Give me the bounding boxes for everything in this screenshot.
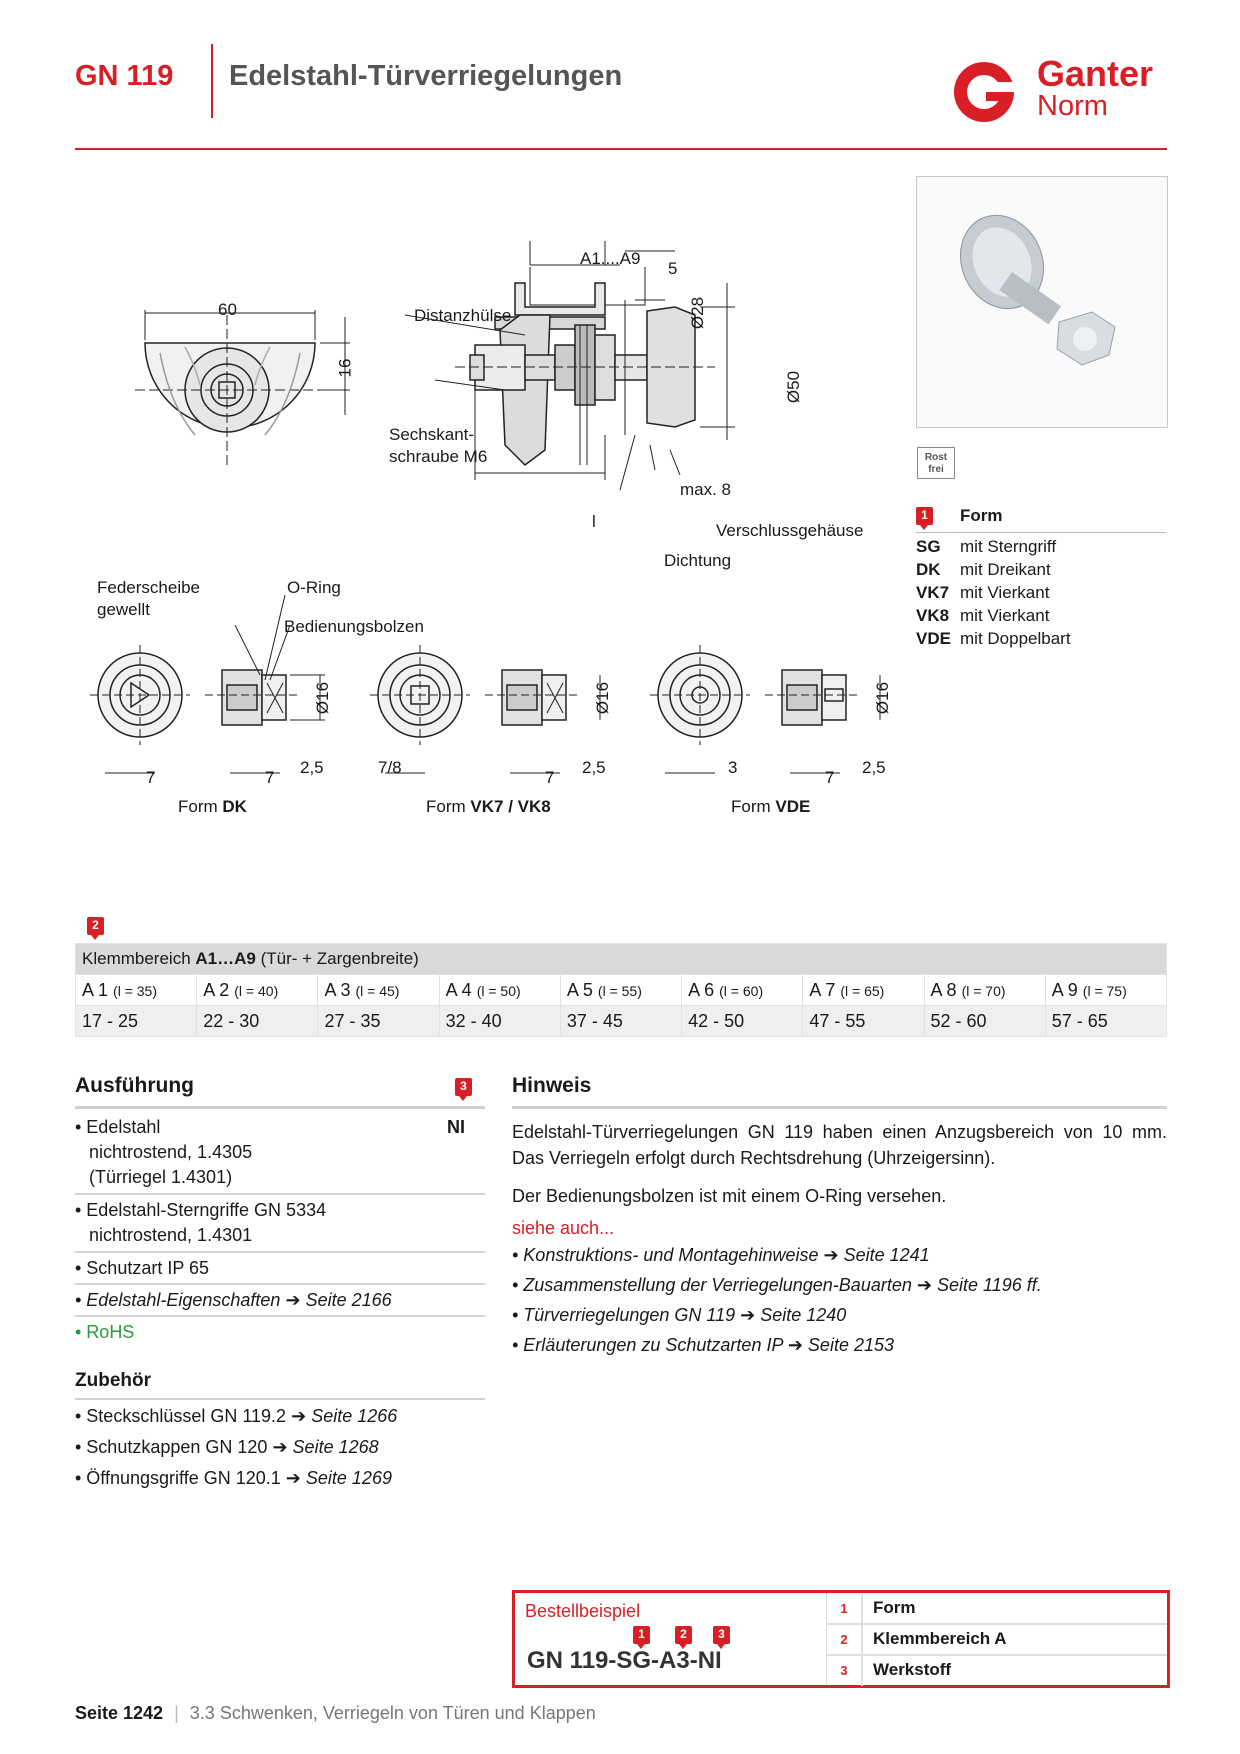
- zubehoer-item-oeffnungsgriffe[interactable]: • Öffnungsgriffe GN 120.1 ➔ Seite 1269: [75, 1468, 392, 1488]
- dim-5: 5: [668, 259, 678, 278]
- form-table-rule: [916, 532, 1166, 533]
- hinweis-rule: [512, 1106, 1167, 1109]
- arrow-right-icon: ➔: [787, 1335, 803, 1355]
- arrow-right-icon: ➔: [916, 1275, 932, 1295]
- dim-28: Ø28: [688, 296, 708, 330]
- dim-25-dk: 2,5: [300, 758, 324, 777]
- dim-l: l: [592, 512, 596, 531]
- divider: [75, 1315, 485, 1317]
- arrow-right-icon: ➔: [291, 1406, 307, 1426]
- label-gewellt: gewellt: [97, 600, 150, 619]
- badge-1: 1: [916, 506, 933, 525]
- header-separator: [211, 44, 213, 118]
- klemm-value: 57 - 65: [1045, 1006, 1166, 1037]
- dim-25-vde: 2,5: [862, 758, 886, 777]
- label-verschlussgehaeuse: Verschlussgehäuse: [716, 521, 864, 540]
- klemm-value: 47 - 55: [803, 1006, 924, 1037]
- page-footer: Seite 1242 | 3.3 Schwenken, Verriegeln von Türen und Klappen: [75, 1703, 596, 1723]
- arrow-right-icon: ➔: [285, 1468, 301, 1488]
- dim-50: Ø50: [784, 370, 804, 404]
- klemm-col-a9: A 9 (l = 75): [1045, 975, 1166, 1006]
- ausf-item-sterngriffe: • Edelstahl-Sterngriffe GN 5334 nichtrostend, 1.4301: [75, 1200, 327, 1245]
- link-schutzarten[interactable]: • Erläuterungen zu Schutzarten IP ➔ Seite 2153: [512, 1335, 894, 1355]
- dim-d16-vk: Ø16: [593, 681, 613, 715]
- order-badge-3: 3: [713, 1625, 730, 1644]
- hinweis-paragraph-2: Der Bedienungsbolzen ist mit einem O-Ring versehen.: [512, 1186, 947, 1206]
- arrow-right-icon: ➔: [823, 1245, 839, 1265]
- order-row-klemmbereich: 2 Klemmbereich A: [827, 1624, 1167, 1656]
- arrow-right-icon: ➔: [740, 1305, 756, 1325]
- logo-name: Ganter: [1037, 53, 1154, 94]
- caption-form-dk: Form DK: [178, 797, 247, 816]
- klemm-col-a3: A 3 (l = 45): [318, 975, 439, 1006]
- label-distanzhulse: Distanzhülse: [414, 306, 512, 325]
- zubehoer-rule: [75, 1398, 485, 1400]
- dim-7-vde-side: 7: [825, 768, 835, 787]
- klemm-value: 37 - 45: [560, 1006, 681, 1037]
- zubehoer-item-schutzkappen[interactable]: • Schutzkappen GN 120 ➔ Seite 1268: [75, 1437, 379, 1457]
- link-zusammenstellung[interactable]: • Zusammenstellung der Verriegelungen-Bauarten ➔ Seite 1196 ff.: [512, 1275, 1042, 1295]
- form-table-title: Form: [960, 506, 1003, 525]
- ausf-item-schutzart: • Schutzart IP 65: [75, 1258, 210, 1278]
- klemm-col-a4: A 4 (l = 50): [439, 975, 560, 1006]
- klemm-value: 17 - 25: [76, 1006, 197, 1037]
- order-badge-2: 2: [675, 1625, 692, 1644]
- arrow-right-icon: ➔: [285, 1290, 301, 1310]
- label-sechskant: Sechskant-: [389, 425, 475, 444]
- page-title: Edelstahl-Türverriegelungen: [229, 60, 623, 92]
- ausfuehrung-title: Ausführung: [75, 1074, 194, 1097]
- form-row-vk8: VK8 mit Vierkant: [916, 606, 1050, 625]
- label-schraube: schraube M6: [389, 447, 488, 466]
- klemm-col-a5: A 5 (l = 55): [560, 975, 681, 1006]
- dim-60: 60: [218, 300, 237, 319]
- dim-25-vk: 2,5: [582, 758, 606, 777]
- dim-7-dk-front: 7: [146, 768, 156, 787]
- order-example-left: [515, 1593, 827, 1685]
- order-example-box: [512, 1590, 1170, 1688]
- divider: [75, 1283, 485, 1285]
- dim-7-vk-side: 7: [545, 768, 555, 787]
- logo-subname: Norm: [1037, 90, 1108, 122]
- dim-78: 7/8: [378, 758, 402, 777]
- zubehoer-title: Zubehör: [75, 1370, 151, 1391]
- ausfuehrung-rule: [75, 1106, 485, 1109]
- klemm-col-a2: A 2 (l = 40): [197, 975, 318, 1006]
- siehe-auch: siehe auch...: [512, 1218, 615, 1238]
- klemm-value: 27 - 35: [318, 1006, 439, 1037]
- ausf-item-edelstahl: • Edelstahl nichtrostend, 1.4305 (Türriegel 1.4301): [75, 1117, 253, 1187]
- label-bedienungsbolzen: Bedienungsbolzen: [284, 617, 424, 636]
- order-row-form: 1 Form: [827, 1593, 1167, 1625]
- form-row-sg: SG mit Sterngriff: [916, 537, 1057, 556]
- product-photo: [916, 176, 1168, 428]
- dim-d16-vde: Ø16: [873, 681, 893, 715]
- badge-3: 3: [455, 1077, 472, 1096]
- dim-d16-dk: Ø16: [313, 681, 333, 715]
- product-code: GN 119: [75, 60, 174, 92]
- link-konstruktion[interactable]: • Konstruktions- und Montagehinweise ➔ Seite 1241: [512, 1245, 930, 1265]
- label-oring: O-Ring: [287, 578, 341, 597]
- label-dichtung: Dichtung: [664, 551, 732, 570]
- form-row-vde: VDE mit Doppelbart: [916, 629, 1071, 648]
- klemm-value: 42 - 50: [682, 1006, 803, 1037]
- form-row-dk: DK mit Dreikant: [916, 560, 1051, 579]
- order-badge-1: 1: [633, 1625, 650, 1644]
- klemm-value: 52 - 60: [924, 1006, 1045, 1037]
- klemm-col-a8: A 8 (l = 70): [924, 975, 1045, 1006]
- hinweis-title: Hinweis: [512, 1074, 592, 1097]
- zubehoer-item-steckschluessel[interactable]: • Steckschlüssel GN 119.2 ➔ Seite 1266: [75, 1406, 398, 1426]
- klemmbereich-table: [75, 943, 1167, 1037]
- link-tuerverriegelungen[interactable]: • Türverriegelungen GN 119 ➔ Seite 1240: [512, 1305, 847, 1325]
- dim-3: 3: [728, 758, 738, 777]
- dim-16: 16: [335, 358, 355, 378]
- divider: [75, 1193, 485, 1195]
- ausf-item-eigenschaften-link[interactable]: • Edelstahl-Eigenschaften ➔ Seite 2166: [75, 1290, 392, 1310]
- klemm-col-a6: A 6 (l = 60): [682, 975, 803, 1006]
- klemm-col-a1: A 1 (l = 35): [76, 975, 197, 1006]
- arrow-right-icon: ➔: [272, 1437, 288, 1457]
- badge-2: 2: [87, 916, 104, 935]
- label-max8: max. 8: [680, 480, 732, 499]
- label-federscheibe: Federscheibe: [97, 578, 201, 597]
- header-rule: [75, 148, 1167, 150]
- order-row-werkstoff: 3 Werkstoff: [827, 1655, 1167, 1685]
- order-example-title: Bestellbeispiel: [525, 1601, 641, 1621]
- divider: [75, 1251, 485, 1253]
- rostfrei-icon: Rost frei: [917, 447, 955, 479]
- hinweis-paragraph-1: Edelstahl-Türverriegelungen GN 119 haben einen Anzugsbereich von 10 mm. Das Verriegeln erfolgt durch Rechtsdrehung (Uhrzeigersinn).: [512, 1122, 1167, 1168]
- caption-form-vk: Form VK7 / VK8: [426, 797, 551, 816]
- klemm-value: 22 - 30: [197, 1006, 318, 1037]
- dim-7-dk-side: 7: [265, 768, 275, 787]
- ausf-item-rohs: • RoHS: [75, 1322, 135, 1342]
- klemm-col-a7: A 7 (l = 65): [803, 975, 924, 1006]
- klemm-value: 32 - 40: [439, 1006, 560, 1037]
- material-code: NI: [447, 1117, 465, 1137]
- dim-a1-a9: A1....A9: [580, 249, 641, 268]
- ganter-logo-icon: [948, 56, 1026, 126]
- order-code: GN 119-SG-A3-NI: [527, 1647, 722, 1674]
- caption-form-vde: Form VDE: [731, 797, 811, 816]
- klemm-header: Klemmbereich A1…A9 (Tür- + Zargenbreite): [76, 944, 1167, 975]
- form-row-vk7: VK7 mit Vierkant: [916, 583, 1050, 602]
